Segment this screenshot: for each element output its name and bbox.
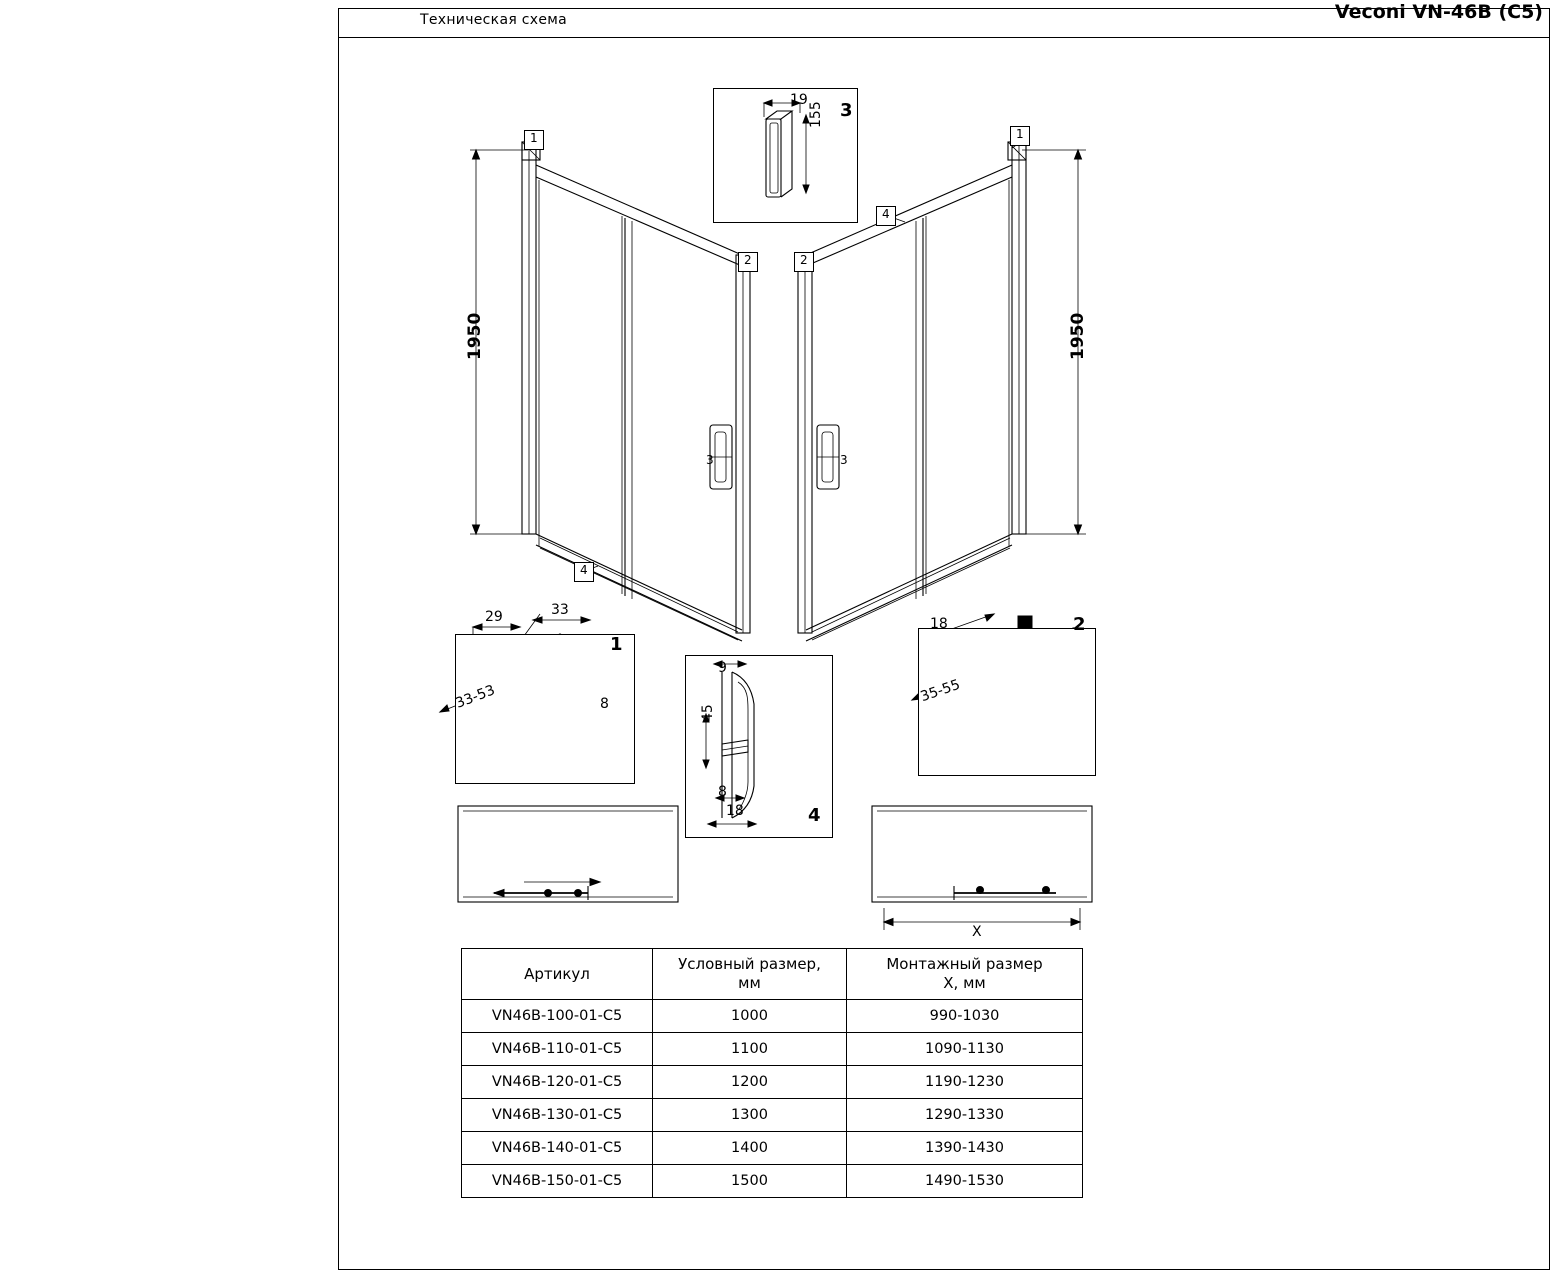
dim-plan-x-label: X <box>972 924 982 940</box>
cell-install: 990-1030 <box>847 1000 1083 1033</box>
detail-2-inset <box>918 628 1096 776</box>
cell-install: 1490-1530 <box>847 1165 1083 1198</box>
table-header-install: Монтажный размер X, мм <box>847 949 1083 1000</box>
dim-detail1-a-label: 29 <box>485 609 503 625</box>
right-wall-profile <box>1012 142 1026 534</box>
table-row <box>462 1099 1083 1132</box>
detail-3-inset <box>713 88 858 223</box>
cell-install: 1290-1330 <box>847 1099 1083 1132</box>
table-header-article: Артикул <box>462 949 653 1000</box>
cell-nominal: 1200 <box>653 1066 847 1099</box>
detail-3-svg <box>714 89 859 224</box>
cell-article: VN46B-100-01-C5 <box>462 1000 653 1033</box>
cell-article: VN46B-150-01-C5 <box>462 1165 653 1198</box>
cell-nominal: 1300 <box>653 1099 847 1132</box>
dim-detail4-d-label: 18 <box>726 803 744 819</box>
dim-detail4-a-label: 9 <box>718 660 727 676</box>
cell-nominal: 1400 <box>653 1132 847 1165</box>
specification-table <box>461 948 1083 1198</box>
dim-detail2-a-label: 18 <box>930 616 948 632</box>
dim-detail2-b-label: 35-55 <box>918 676 963 706</box>
cell-install: 1090-1130 <box>847 1033 1083 1066</box>
cell-article: VN46B-120-01-C5 <box>462 1066 653 1099</box>
cell-nominal: 1500 <box>653 1165 847 1198</box>
dim-detail4-c-label: 8 <box>718 784 727 800</box>
cell-install: 1390-1430 <box>847 1132 1083 1165</box>
table-row <box>462 1132 1083 1165</box>
title-left-label: Техническая схема <box>420 12 568 28</box>
cell-article: VN46B-140-01-C5 <box>462 1132 653 1165</box>
detail-3-tag: 3 <box>840 100 853 121</box>
dim-detail3-width-label: 19 <box>790 92 808 108</box>
table-header-row <box>462 949 1083 1000</box>
cell-nominal: 1000 <box>653 1000 847 1033</box>
table-row <box>462 1033 1083 1066</box>
dim-height-left-label: 1950 <box>465 312 485 360</box>
right-glass-panels <box>798 165 1012 641</box>
detail-2-tag: 2 <box>1073 614 1086 635</box>
cell-article: VN46B-130-01-C5 <box>462 1099 653 1132</box>
dim-detail4-b-label: 45 <box>700 704 716 722</box>
right-door-handle <box>817 425 839 489</box>
title-right-label: Veconi VN-46B (C5) <box>1334 1 1543 23</box>
table-body <box>462 1000 1083 1198</box>
dim-detail1-b-label: 33 <box>551 602 569 618</box>
dim-detail1-c-label: 33-53 <box>453 682 498 712</box>
cell-nominal: 1100 <box>653 1033 847 1066</box>
left-glass-panels <box>536 165 750 641</box>
plan-view-right <box>872 806 1092 930</box>
dim-detail3-height-label: 155 <box>808 101 824 128</box>
callout-3-handle-right: 3 <box>840 453 848 467</box>
table-row <box>462 1066 1083 1099</box>
detail-4-tag: 4 <box>808 805 821 826</box>
left-wall-profile <box>522 142 536 534</box>
callout-3-handle-left: 3 <box>706 453 714 467</box>
detail-1-tag: 1 <box>610 634 623 655</box>
plan-view-left <box>458 806 678 902</box>
cell-install: 1190-1230 <box>847 1066 1083 1099</box>
dim-detail1-d-label: 8 <box>600 696 609 712</box>
table-row <box>462 1165 1083 1198</box>
cell-article: VN46B-110-01-C5 <box>462 1033 653 1066</box>
table-header-nominal: Условный размер, мм <box>653 949 847 1000</box>
technical-drawing-sheet: Техническая схема Veconi VN-46B (C5) 1950 1950 19 155 3 29 33 33-53 8 1 18 35-55 2 9 45 8 18 4 X 1 1 2 2 4 4 3 3 Артикул Условный размер, мм Монтажный размер X, мм VN46B-100-01-C5 1000 990-1030 VN46B-110-01-C5 1100 1090-1130 VN46B-120-01-C5 1200 1190-1230 VN46B-130-01-C5 1300 1290-1330 VN46B-140-01-C5 1400 1390-1430 VN46B-150-01-C5 1500 1490-1530 <box>0 0 1565 1280</box>
dim-height-right-label: 1950 <box>1068 312 1088 360</box>
table-row <box>462 1000 1083 1033</box>
